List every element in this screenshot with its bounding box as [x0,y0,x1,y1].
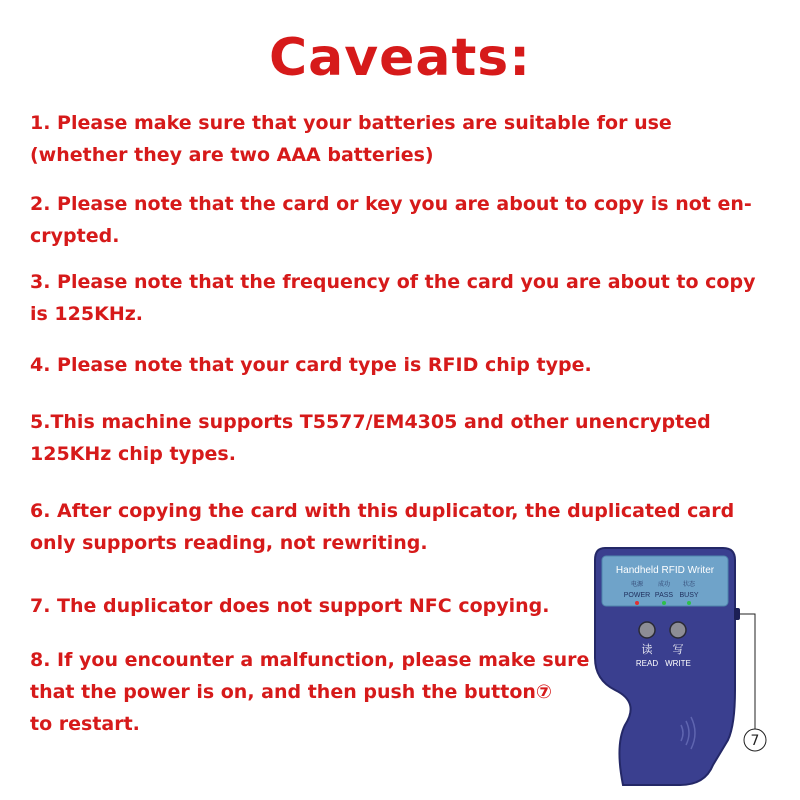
caveat-4 [30,349,592,381]
caveat-3-line1: 3. Please note that the frequency of the card you are about to copy [30,271,756,293]
caveat-2-line2: crypted. [30,225,120,247]
caveat-8-line2: that the power is on, and then push the button⑦ [30,681,553,703]
caveat-3 [30,266,755,330]
led-pass-indicator [662,601,666,605]
caveat-8-line3: to restart. [30,713,140,735]
read-button-label: READ [635,659,659,668]
caveat-5-line2: 125KHz chip types. [30,443,236,465]
led-busy-cn: 状态 [682,581,696,588]
caveat-7 [30,590,550,622]
restart-side-button[interactable] [734,608,740,620]
callout-line [740,614,755,730]
read-button[interactable] [639,622,655,638]
led-busy-indicator [687,601,691,605]
caveat-8-line1: 8. If you encounter a malfunction, please make sure [30,649,590,671]
caveat-7-line1: 7. The duplicator does not support NFC copying. [30,595,550,617]
caveat-1 [30,107,672,171]
caveat-6-line2: only supports reading, not rewriting. [30,532,428,554]
led-pass-cn: 成功 [657,581,671,588]
callout-number: 7 [750,733,760,749]
caveat-3-line2: is 125KHz. [30,303,143,325]
read-button-cn: 读 [641,643,653,656]
write-button-label: WRITE [665,659,691,668]
caveat-2 [30,188,752,252]
led-power-indicator [635,601,639,605]
write-button[interactable] [670,622,686,638]
caveat-1-line1: 1. Please make sure that your batteries are suitable for use [30,112,672,134]
write-button-cn: 写 [672,643,684,656]
caveat-2-line1: 2. Please note that the card or key you are about to copy is not en- [30,193,752,215]
caveat-5-line1: 5.This machine supports T5577/EM4305 and other unencrypted [30,411,711,433]
page-title: Caveats: [268,28,532,88]
caveat-8 [30,644,589,740]
led-pass-label: PASS [654,592,674,599]
led-busy-label: BUSY [679,592,699,599]
caveat-5 [30,406,711,470]
caveat-1-line2: (whether they are two AAA batteries) [30,144,434,166]
rfid-writer-device [585,540,790,795]
led-power-cn: 电源 [630,581,644,588]
caveat-4-line1: 4. Please note that your card type is RFID chip type. [30,354,592,376]
led-power-label: POWER [623,592,651,599]
device-label: Handheld RFID Writer [615,565,715,576]
caveat-6-line1: 6. After copying the card with this duplicator, the duplicated card [30,500,735,522]
